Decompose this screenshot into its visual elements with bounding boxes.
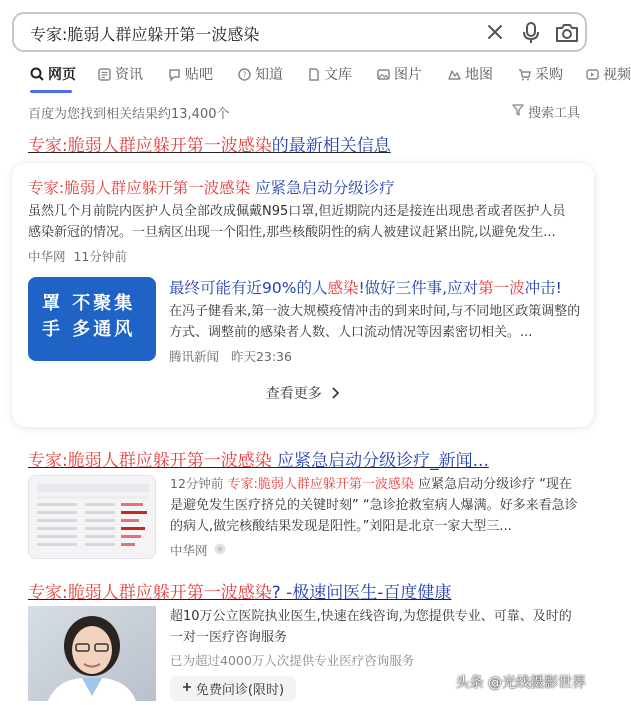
tab-tieba[interactable]: 贴吧 [168, 64, 213, 84]
news-icon [98, 68, 111, 81]
news-headline-link[interactable]: 最终可能有近90%的人感染!做好三件事,应对第一波冲击! [169, 279, 562, 297]
svg-text:?: ? [242, 70, 247, 79]
free-consult-button[interactable]: 免费问诊(限时) [170, 676, 296, 701]
camera-icon[interactable] [555, 22, 579, 48]
card-source: 中华网 11分钟前 [28, 249, 127, 264]
card-headline-link[interactable]: 专家:脆弱人群应躲开第一波感染 应紧急启动分级诊疗 [28, 179, 395, 197]
question-icon [238, 68, 251, 81]
see-more-button[interactable]: 查看更多 [12, 383, 594, 403]
tab-purchase[interactable]: 采购 [518, 64, 563, 84]
tab-wenku[interactable]: 文库 [308, 64, 352, 84]
source-logo-icon [214, 543, 226, 558]
doc-icon [308, 68, 320, 81]
news-source: 腾讯新闻 昨天23:36 [169, 349, 292, 364]
watermark: 头条 @光线摄影世界 [455, 675, 586, 691]
tab-web[interactable]: 网页 [30, 64, 76, 84]
search-tabs [0, 60, 631, 90]
filter-icon [512, 104, 524, 120]
result-2-title-link[interactable]: 专家:脆弱人群应躲开第一波感染 应紧急启动分级诊疗_新闻... [28, 451, 489, 471]
news-card [12, 163, 594, 427]
result-2-thumbnail[interactable] [28, 475, 156, 559]
news-snippet: 在冯子健看来,第一波大规模疫情冲击的到来时间,与不同地区政策调整的方式、调整前的感染者人数、人口流动情况等因素密切相关。... [169, 304, 581, 340]
close-icon[interactable] [486, 22, 504, 46]
plus-icon [182, 681, 192, 696]
result-3-snippet: 超10万公立医院执业医生,快速在线咨询,为您提供专业、可靠、及时的一对一医疗咨询服务 [170, 609, 572, 645]
tab-map[interactable]: 地图 [448, 64, 493, 84]
cart-icon [518, 68, 531, 81]
result-3-title-link[interactable]: 专家:脆弱人群应躲开第一波感染? -极速问医生-百度健康 [28, 583, 452, 603]
active-tab-indicator [30, 90, 72, 93]
search-tools-button[interactable]: 搜索工具 [512, 102, 580, 121]
results-count: 百度为您找到相关结果约13,400个 [28, 107, 230, 122]
result-3-subtext: 已为超过4000万人次提供专业医疗咨询服务 [170, 653, 415, 668]
doctor-photo[interactable] [28, 606, 156, 701]
card-snippet: 虽然几个月前院内医护人员全部改成佩戴N95口罩,但近期院内还是接连出现患者或者医护人员感染新冠的情况。一旦病区出现一个阳性,那些核酸阴性的病人被建议赶紧出院,以避免发生... [28, 204, 566, 240]
search-input[interactable]: 专家:脆弱人群应躲开第一波感染 [30, 25, 260, 44]
search-icon [30, 67, 44, 81]
tab-zhidao[interactable]: ? 知道 [238, 64, 283, 84]
latest-info-title[interactable]: 专家:脆弱人群应躲开第一波感染的最新相关信息 [28, 136, 391, 156]
tab-video[interactable]: 视频 [586, 64, 631, 84]
result-2-source: 中华网 [170, 541, 226, 559]
tab-news[interactable]: 资讯 [98, 64, 143, 84]
map-icon [448, 68, 461, 81]
result-2-snippet: 12分钟前 专家:脆弱人群应躲开第一波感染 应紧急启动分级诊疗 “现在是避免发生医疗挤兑的关键时刻” “急诊抢救室病人爆满。好多来看急诊的病人,做完核酸结果发现是阳性。”刘阳是北京一家大型三... [170, 476, 578, 534]
tieba-icon [168, 68, 181, 81]
news-thumbnail[interactable]: 罩 不聚集 手 多通风 [28, 277, 156, 361]
tab-image[interactable]: 图片 [377, 64, 422, 84]
mic-icon[interactable] [522, 22, 540, 48]
chevron-right-icon [326, 386, 340, 402]
search-bar[interactable] [12, 12, 587, 52]
image-icon [377, 68, 390, 81]
video-icon [586, 68, 599, 81]
